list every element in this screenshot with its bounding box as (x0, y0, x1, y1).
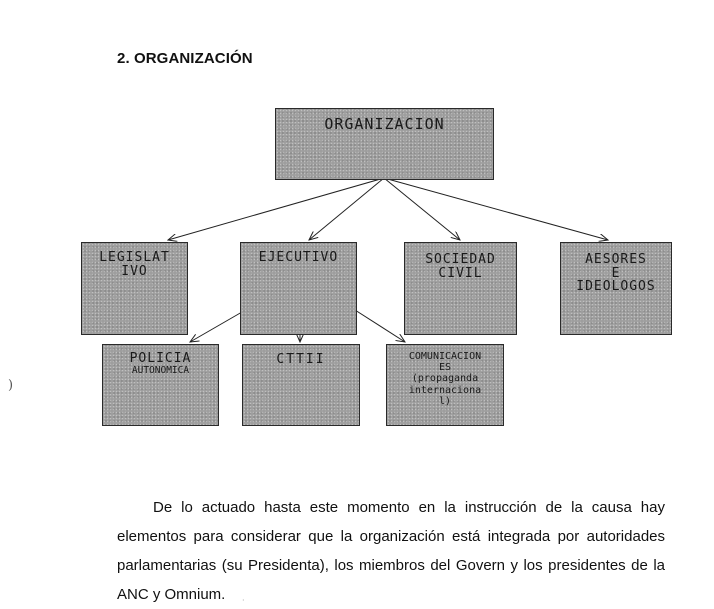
org-box-ejecutivo (240, 242, 357, 335)
arrow-org-to-legislativo (168, 178, 384, 240)
org-box-legislativo-label: LEGISLAT IVO (99, 250, 170, 279)
org-box-root (275, 108, 494, 180)
org-box-ejecutivo-label: EJECUTIVO (258, 250, 339, 265)
arrow-ejecutivo-to-policia (190, 312, 242, 342)
org-box-asesores (560, 242, 672, 335)
margin-mark: ) (8, 378, 14, 393)
org-box-cttii (242, 344, 360, 426)
org-box-asesores-label: AESORES E IDEOLOGOS (576, 252, 656, 295)
body-paragraph: De lo actuado hasta este momento en la instrucción de la causa hay elementos para considerar que la organización está integrada por autoridades parlamentarias (su Presidenta), los miembros del Govern y los presidentes de la ANC y Omnium. (117, 499, 665, 603)
org-box-cttii-label: CTTII (276, 352, 326, 367)
org-box-legislativo (81, 242, 188, 335)
stray-mark: · (242, 596, 245, 605)
org-box-comunicaciones-label: COMUNICACION ES (propaganda internaciona l) (408, 351, 482, 407)
org-box-policia (102, 344, 219, 426)
arrow-ejecutivo-to-comunicaciones (355, 310, 405, 342)
org-box-sociedad-civil-label: SOCIEDAD CIVIL (425, 252, 496, 281)
org-box-policia-sublabel: AUTONOMICA (131, 364, 190, 376)
org-box-sociedad-civil (404, 242, 517, 335)
arrow-org-to-ejecutivo (309, 178, 384, 240)
org-box-comunicaciones (386, 344, 504, 426)
org-box-root-label: ORGANIZACION (324, 115, 445, 133)
arrow-org-to-asesores (384, 178, 608, 240)
arrow-org-to-sociedad (384, 178, 460, 240)
section-heading: 2. ORGANIZACIÓN (117, 50, 253, 67)
org-box-policia-label: POLICIA (129, 351, 192, 366)
